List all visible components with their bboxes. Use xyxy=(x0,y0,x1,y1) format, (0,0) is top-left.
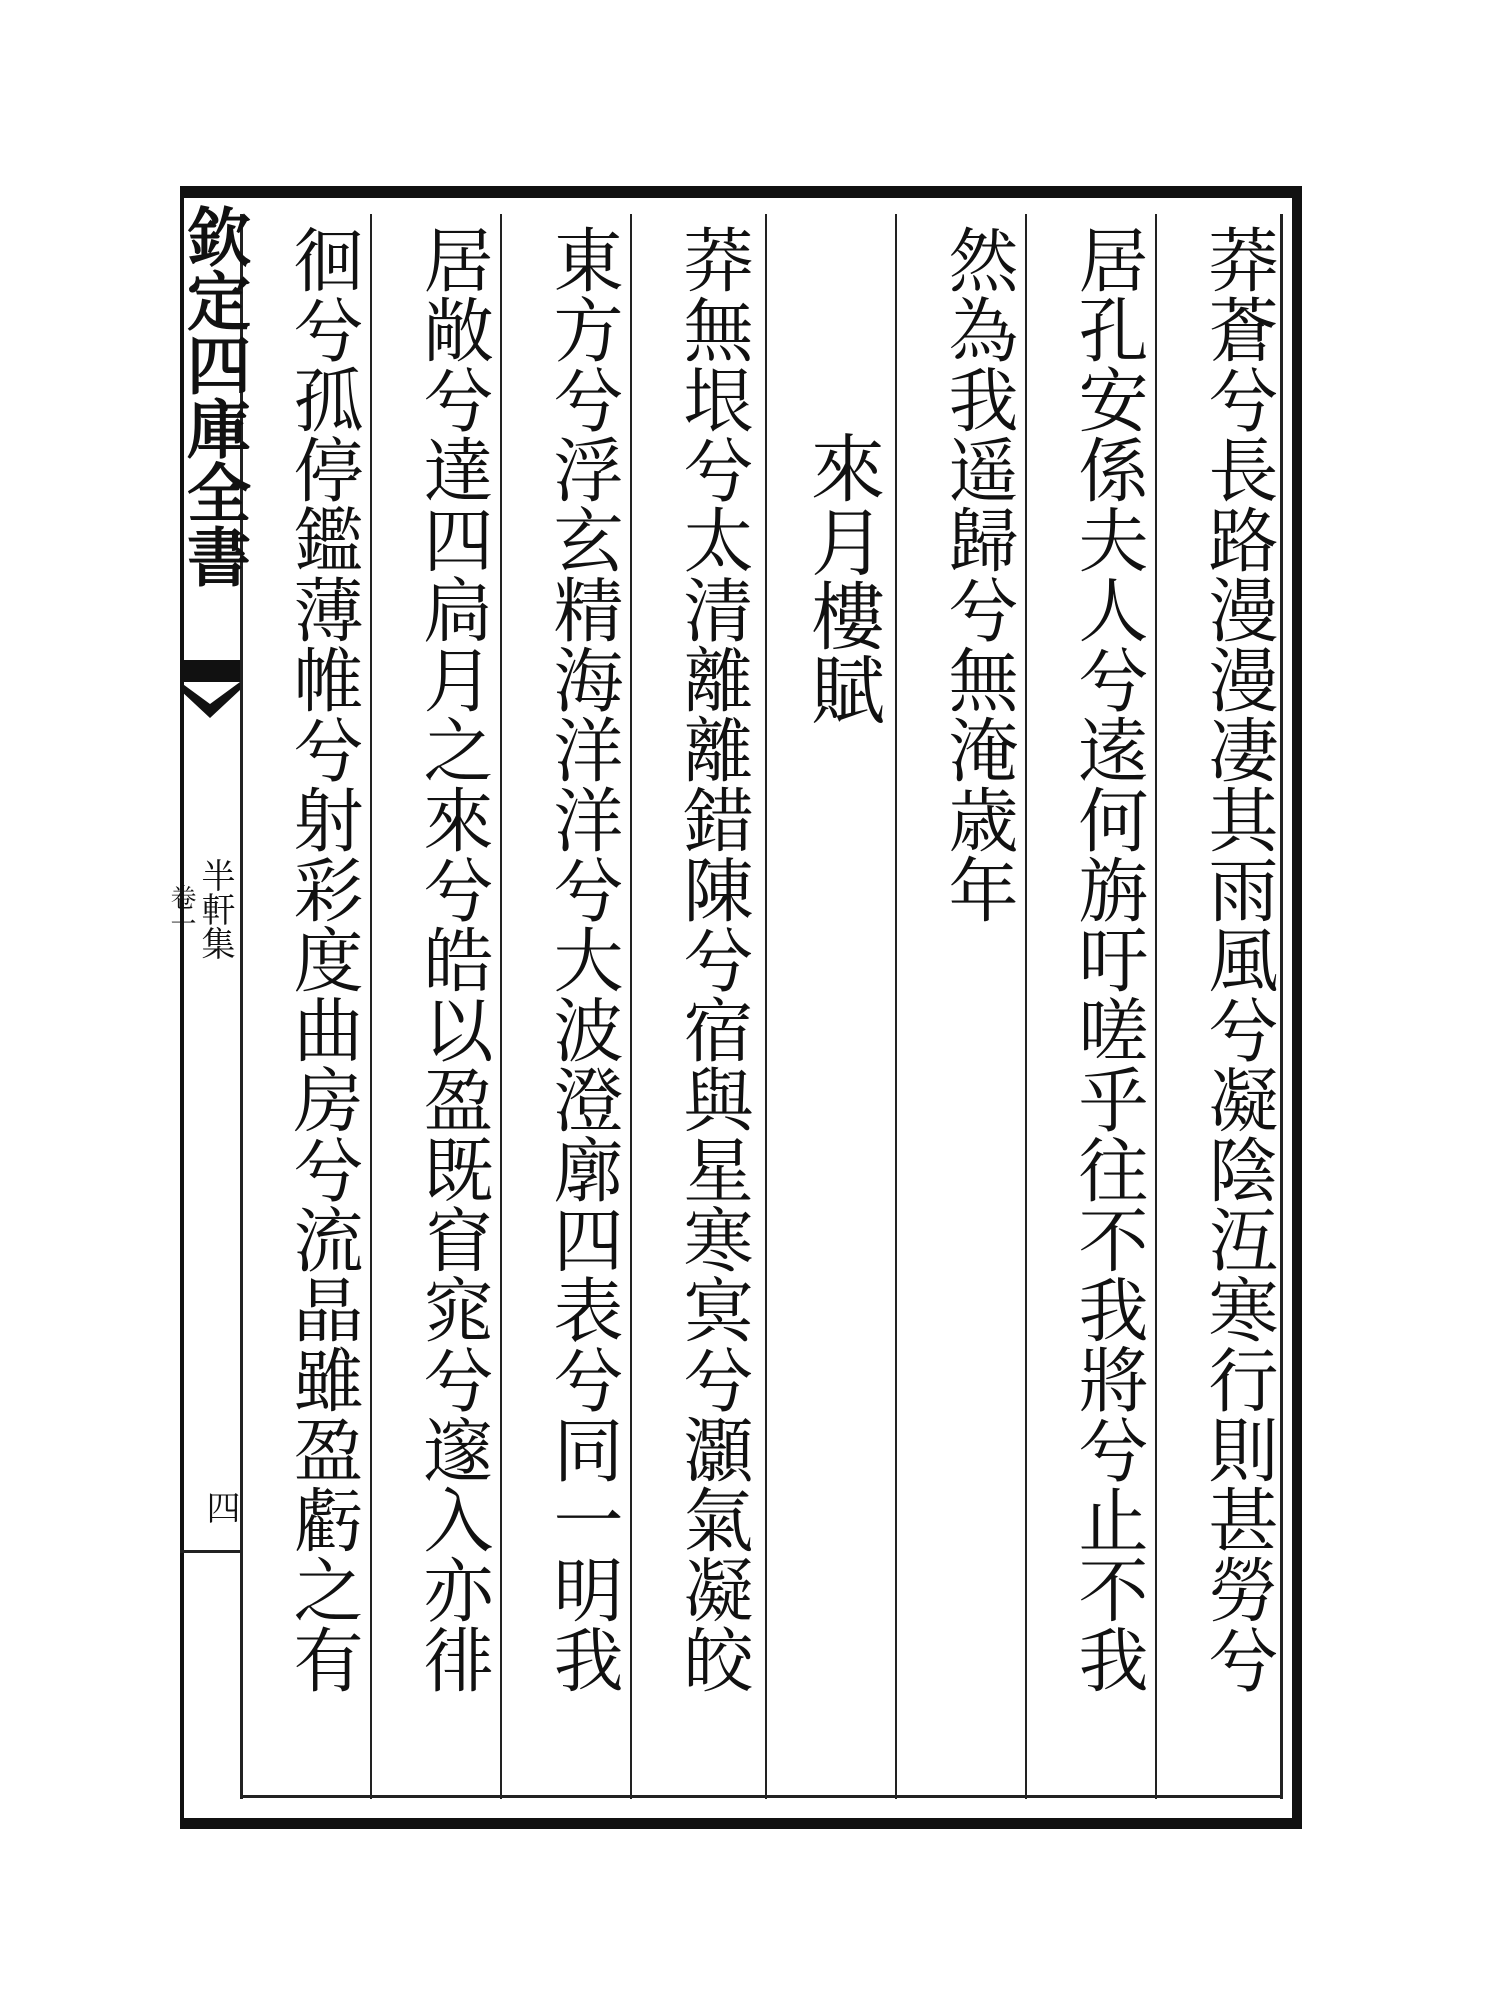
frame-top-border xyxy=(180,186,1302,198)
column-rule xyxy=(500,214,502,1799)
frame-bottom-border xyxy=(180,1818,1302,1829)
frame-right-border xyxy=(1292,186,1302,1829)
section-title: 來月樓賦 xyxy=(799,430,885,726)
column-rule xyxy=(1280,214,1283,1799)
text-column-1: 莽蒼兮長路漫漫凄其雨風兮凝陰沍寒行則甚勞兮 xyxy=(1197,224,1279,1694)
column-rule xyxy=(370,214,372,1799)
text-column-3: 然為我遥歸兮無淹歳年 xyxy=(937,224,1019,924)
inner-bottom-rule xyxy=(240,1795,1280,1798)
page-number: 四 xyxy=(200,1490,240,1524)
text-column-8: 徊兮孤停鑑薄帷兮射彩度曲房兮流晶雖盈虧之有 xyxy=(282,224,364,1694)
text-column-2: 居孔安係夫人兮逺何旃吁嗟乎往不我將兮止不我 xyxy=(1067,224,1149,1694)
juan-number: 卷一 xyxy=(166,884,196,936)
text-column-5: 莽無垠兮太清離離錯陳兮宿與星寒㝠兮灝氣凝皎 xyxy=(672,224,754,1694)
text-column-7: 居敞兮達四扃月之來兮皓以盈既窅窕兮邃入亦徘 xyxy=(412,224,494,1694)
fish-tail-mark-icon xyxy=(180,660,240,718)
column-rule xyxy=(895,214,897,1799)
book-title: 半軒集 xyxy=(195,858,235,960)
column-rule xyxy=(765,214,767,1799)
collection-title: 欽定四庫全書 xyxy=(176,204,251,588)
column-rule xyxy=(1155,214,1157,1799)
text-column-6: 東方兮浮玄精海洋洋兮大波澄廓四表兮同一明我 xyxy=(542,224,624,1694)
column-rule xyxy=(630,214,632,1799)
page-number-rule xyxy=(180,1550,240,1553)
column-rule xyxy=(1025,214,1027,1799)
